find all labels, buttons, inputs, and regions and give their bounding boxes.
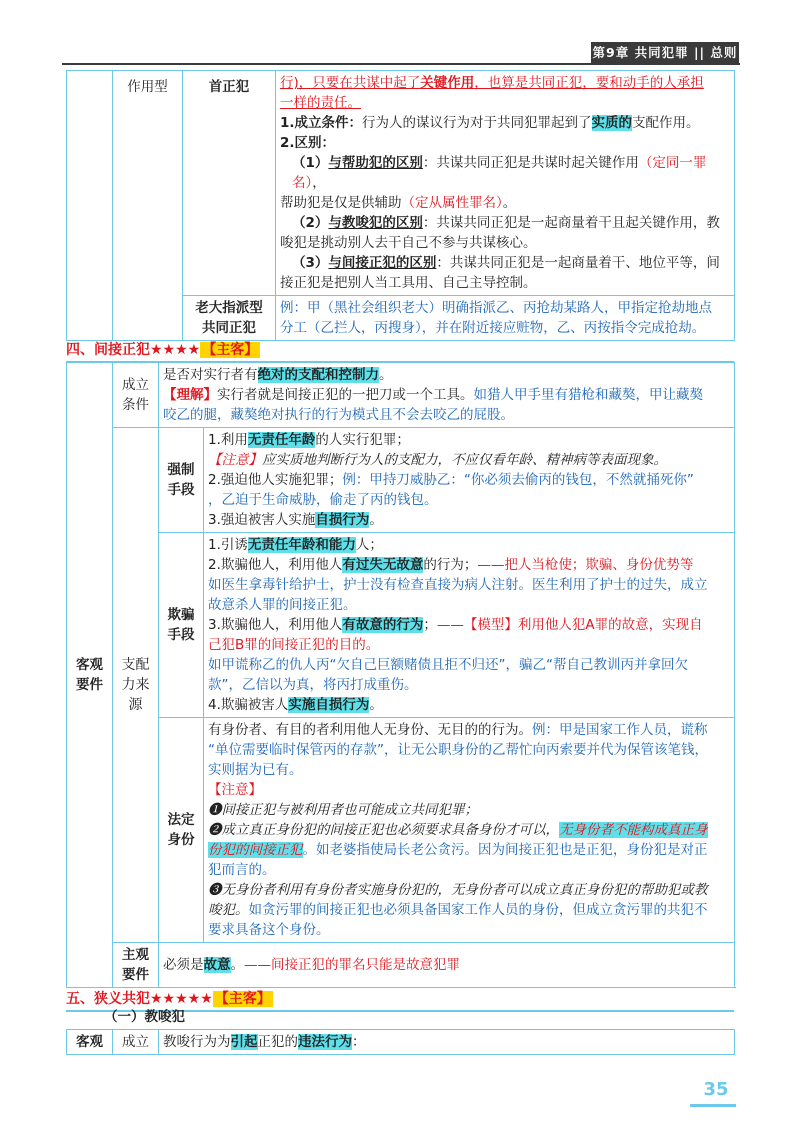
co-conspiracy-label: 首正犯 [183, 71, 276, 296]
co-conspiracy-content: 行)，只要在共谋中起了关键作用，也算是共同正犯，要和动手的人承担 一样的责任。 1.成立条件：行为人的谋议行为对于共同犯罪起到了实质的支配作用。 2.区别： （1）与帮助犯的区别：共谋共同正犯是共谋时起关键作用（定同一罪名）， 帮助犯是仅是供辅助（定从属性罪名）。 （2）与教唆犯的区别：共谋共同正犯是一起商量着干且起关键作用，教 唆犯是挑动别人去干自己不参与共谋核心。 （3）与间接正犯的区别：共谋共同正犯是一起商量着干、地位平等，间 接正犯是把别人当工具用、自己主导控制。 [276, 71, 735, 296]
blank-cell [67, 71, 113, 341]
page-number-bar [690, 1104, 736, 1107]
instigator-table [66, 1029, 735, 1055]
legal-identity-label: 法定 身份 [159, 718, 204, 943]
coercion-label: 强制 手段 [159, 428, 204, 533]
control-source-label: 支配 力来 源 [113, 428, 159, 943]
section4-title: 四、间接正犯★★★★ 【主客】 [66, 342, 259, 358]
subjective-label: 主观 要件 [113, 943, 159, 988]
subjective-content: 必须是故意。——间接正犯的罪名只能是故意犯罪 [159, 943, 735, 988]
boss-assigned-example: 例：甲（黑社会组织老大）明确指派乙、丙抢劫某路人，甲指定抢劫地点 分工（乙拦人，丙搜身），并在附近接应赃物，乙、丙按指令完成抢劫。 [276, 296, 735, 341]
deception-label: 欺骗 手段 [159, 533, 204, 718]
section5-title: 五、狭义共犯★★★★★ 【主客】 [66, 991, 271, 1007]
indirect-principal-table [66, 362, 735, 988]
boss-assigned-label: 老大指派型 共同正犯 [183, 296, 276, 341]
section5-tag: 【主客】 [214, 991, 271, 1007]
page-number: 35 [703, 1079, 729, 1100]
instigator-objective-label: 客观 [67, 1030, 113, 1055]
objective-label: 客观 要件 [67, 363, 113, 988]
coercion-content: 1.利用无责任年龄的人实行犯罪； 【注意】应实质地判断行为人的支配力，不应仅看年龄、精神病等表面现象。 2.强迫他人实施犯罪；例：甲持刀威胁乙：“你必须去偷丙的钱包，不然就捅死你” ，乙迫于生命威胁，偷走了丙的钱包。 3.强迫被害人实施自损行为。 [204, 428, 735, 533]
legal-identity-content: 有身份者、有目的者利用他人无身份、无目的的行为。例：甲是国家工作人员，谎称 “单位需要临时保管丙的存款”，让无公职身份的乙帮忙向丙索要并代为保管该笔钱， 实则据为已有。 【注意】 ❶间接正犯与被利用者也可能成立共同犯罪； ❷成立真正身份犯的间接正犯也必须要求具备身份才可以，无身份者不能构成真正身 份犯的间接正犯。如老婆指使局长老公贪污。因为间接正犯也是正犯，身份犯是对正 犯而言的。 ❸无身份者利用有身份者实施身份犯的，无身份者可以成立真正身份犯的帮助犯或教 唆犯。如贪污罪的间接正犯也必须具备国家工作人员的身份，但成立贪污罪的共犯不 要求具备这个身份。 [204, 718, 735, 943]
co-principal-table [66, 70, 735, 341]
chapter-tag: 第9章 共同犯罪 || 总则 [591, 42, 739, 64]
condition-label: 成立 条件 [113, 363, 159, 428]
deception-content: 1.引诱无责任年龄和能力人； 2.欺骗他人，利用他人有过失无故意的行为；——把人当枪使；欺骗、身份优势等 如医生拿毒针给护士，护士没有检查直接为病人注射。医生利用了护士的过失，成立 故意杀人罪的间接正犯。 3.欺骗他人，利用他人有故意的行为；——【模型】利用他人犯A罪的故意，实现自 己犯B罪的间接正犯的目的。 如甲谎称乙的仇人丙“欠自己巨额赌债且拒不归还”，骗乙“帮自己教训丙并拿回欠 款”，乙信以为真，将丙打成重伤。 4.欺骗被害人实施自损行为。 [204, 533, 735, 718]
section4-tag: 【主客】 [202, 342, 259, 358]
condition-content: 是否对实行者有绝对的支配和控制力。 【理解】实行者就是间接正犯的一把刀或一个工具。如猎人甲手里有猎枪和藏獒，甲让藏獒 咬乙的腿，藏獒绝对执行的行为模式且不会去咬乙的屁股。 [159, 363, 735, 428]
instigator-condition-content: 教唆行为为引起正犯的违法行为： [159, 1030, 735, 1055]
instigator-condition-label: 成立 [113, 1030, 159, 1055]
section5-subtitle: （一）教唆犯 [104, 1009, 185, 1025]
type-label: 作用型 [113, 71, 183, 341]
header-rule [62, 63, 740, 65]
